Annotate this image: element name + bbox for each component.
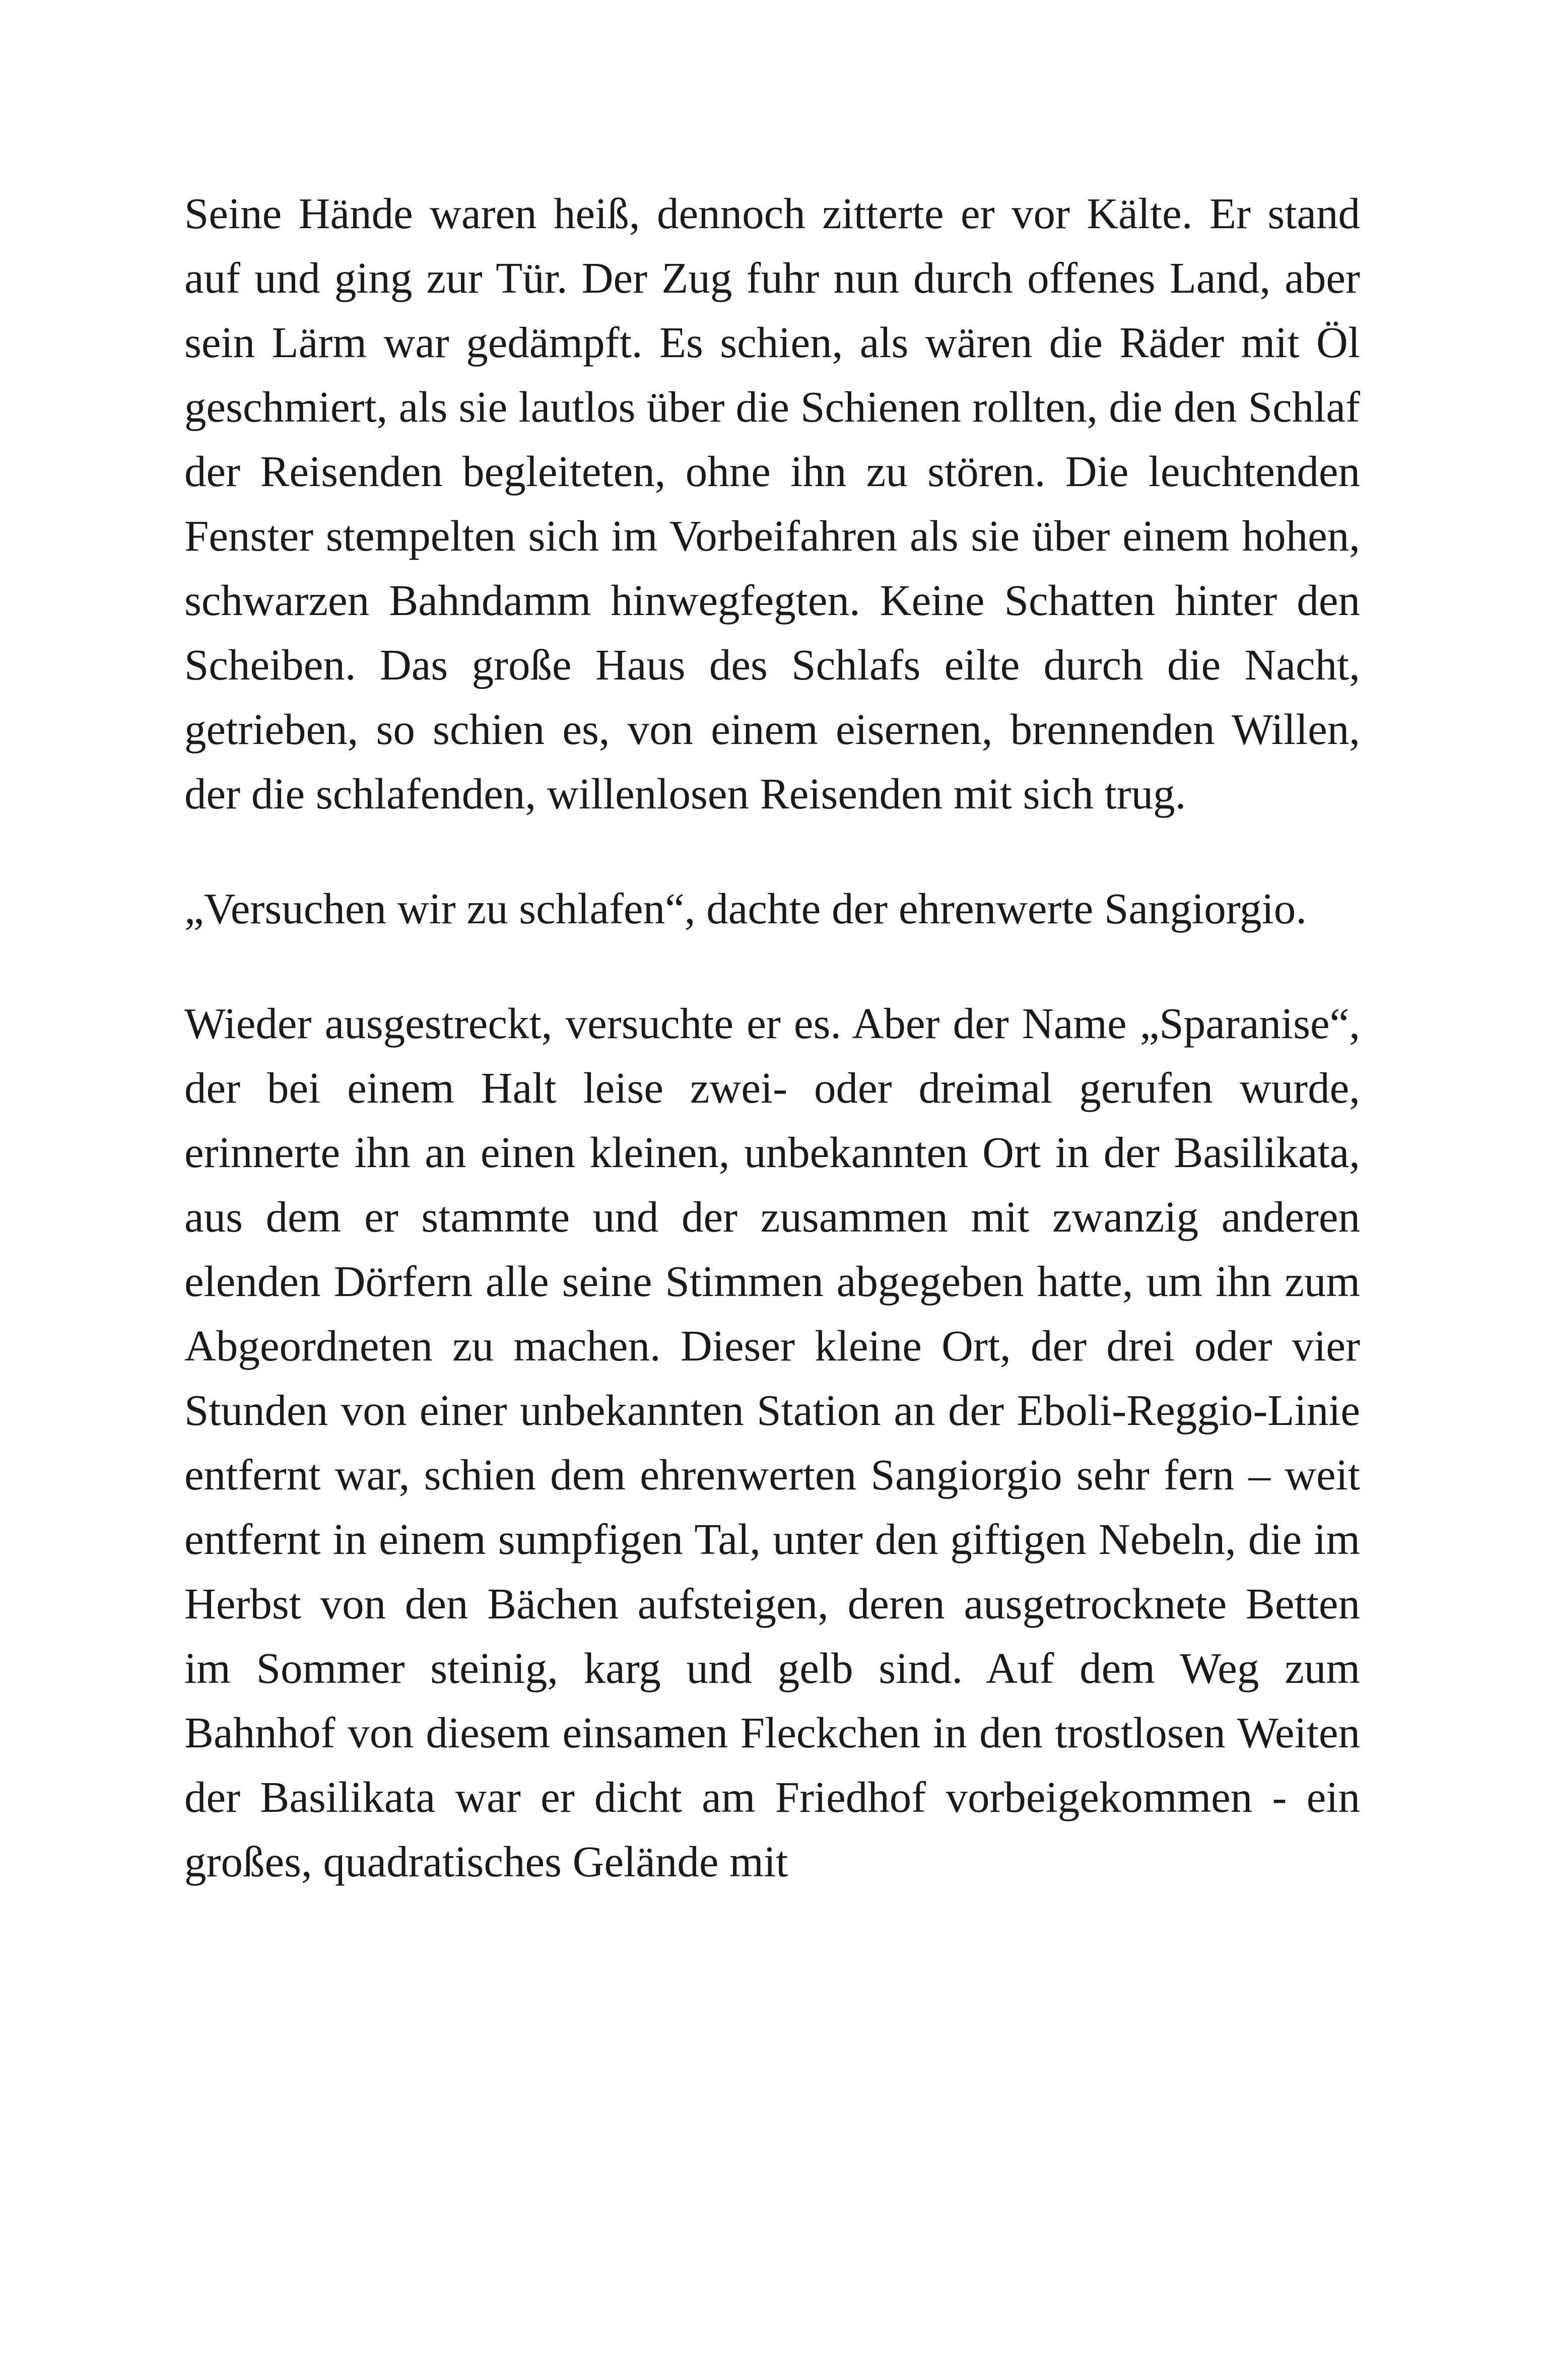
paragraph-1: Seine Hände waren heiß, dennoch zitterte er vor Kälte. Er stand auf und ging zur Tür. Der Zug fuhr nun durch offenes Land, aber sein Lärm war gedämpft. Es schien, als wären die Räder mit Öl geschmiert, als sie lautlos über die Schienen rollten, die den Schlaf der Reisenden begleiteten, ohne ihn zu stören. Die leuchtenden Fenster stempelten sich im Vorbeifahren als sie über einem hohen, schwarzen Bahndamm hinwegfegten. Keine Schatten hinter den Scheiben. Das große Haus des Schlafs eilte durch die Nacht, getrieben, so schien es, von einem eisernen, brennenden Willen, der die schlafenden, willenlosen Reisenden mit sich trug. (184, 189, 1360, 818)
paragraph-2: „Versuchen wir zu schlafen“, dachte der ehrenwerte Sangiorgio. (184, 884, 1307, 933)
book-page (184, 181, 1360, 1894)
paragraph-3: Wieder ausgestreckt, versuchte er es. Aber der Name „Sparanise“, der bei einem Halt leise zwei- oder dreimal gerufen wurde, erinnerte ihn an einen kleinen, unbekannten Ort in der Basilikata, aus dem er stammte und der zusammen mit zwanzig anderen elenden Dörfern alle seine Stimmen abgegeben hatte, um ihn zum Abgeordneten zu machen. Dieser kleine Ort, der drei oder vier Stunden von einer unbekannten Station an der Eboli-Reggio-Linie entfernt war, schien dem ehrenwerten Sangiorgio sehr fern – weit entfernt in einem sumpfigen Tal, unter den giftigen Nebeln, die im Herbst von den Bächen aufsteigen, deren ausgetrocknete Betten im Sommer steinig, karg und gelb sind. Auf dem Weg zum Bahnhof von diesem einsamen Fleckchen in den trostlosen Weiten der Basilikata war er dicht am Friedhof vorbeigekommen - ein großes, quadratisches Gelände mit (184, 999, 1360, 1886)
